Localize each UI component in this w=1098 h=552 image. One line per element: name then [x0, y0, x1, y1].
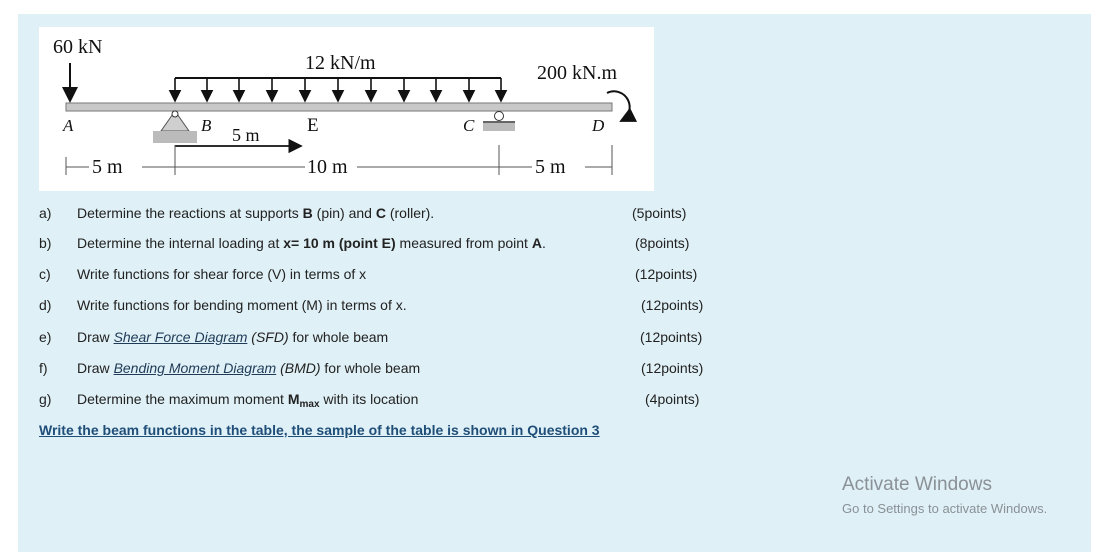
roller-support-c	[483, 112, 515, 132]
dim-left-label: 5 m	[92, 156, 123, 178]
question-text: Determine the reactions at supports B (pin) and C (roller).	[77, 205, 435, 221]
question-points: (5points)	[632, 205, 687, 221]
label-a: A	[63, 116, 74, 135]
dim-be-label: 5 m	[232, 125, 260, 145]
label-c: C	[463, 116, 475, 135]
question-text: Write functions for shear force (V) in terms of x	[77, 266, 367, 282]
question-points: (8points)	[635, 235, 690, 251]
label-d: D	[592, 116, 605, 135]
beam-diagram	[39, 27, 654, 191]
dist-load-label: 12 kN/m	[305, 52, 376, 74]
question-points: (4points)	[645, 391, 700, 407]
question-text: Determine the maximum moment $M_{max}$ with its location	[77, 391, 419, 410]
question-points: (12points)	[635, 266, 698, 282]
beam	[66, 103, 612, 111]
table-instruction-link[interactable]: Write the beam functions in the table, the sample of the table is shown in Question 3	[39, 422, 600, 438]
point-load-label: 60 kN	[53, 36, 103, 58]
label-b: B	[201, 116, 212, 135]
label-e: E	[307, 115, 319, 136]
question-points: (12points)	[641, 297, 704, 313]
question-label: b)	[39, 235, 52, 251]
question-points: (12points)	[640, 329, 703, 345]
question-label: a)	[39, 205, 52, 221]
question-text: Write functions for bending moment (M) in terms of x.	[77, 297, 407, 313]
question-label: e)	[39, 329, 52, 345]
question-label: c)	[39, 266, 51, 282]
question-text: Determine the internal loading at x= 10 m (point E) measured from point A.	[77, 235, 546, 251]
question-label: g)	[39, 391, 52, 407]
dim-cd-label: 5 m	[535, 156, 566, 178]
beam-figure	[39, 27, 654, 191]
dist-load-arrows	[175, 78, 501, 101]
dim-bc-label: 10 m	[307, 156, 348, 178]
question-label: f)	[39, 360, 48, 376]
activation-watermark-subtitle: Go to Settings to activate Windows.	[842, 501, 1048, 516]
question-label: d)	[39, 297, 52, 313]
pin-support-b	[153, 111, 197, 143]
question-text: Draw Shear Force Diagram (SFD) for whole beam	[77, 329, 389, 345]
sfd-link[interactable]: Shear Force Diagram	[113, 329, 248, 345]
moment-label: 200 kN.m	[537, 62, 617, 84]
activation-watermark-title: Activate Windows	[842, 474, 992, 495]
question-points: (12points)	[641, 360, 704, 376]
bmd-link[interactable]: Bending Moment Diagram	[113, 360, 277, 376]
question-text: Draw Bending Moment Diagram (BMD) for whole beam	[77, 360, 421, 376]
